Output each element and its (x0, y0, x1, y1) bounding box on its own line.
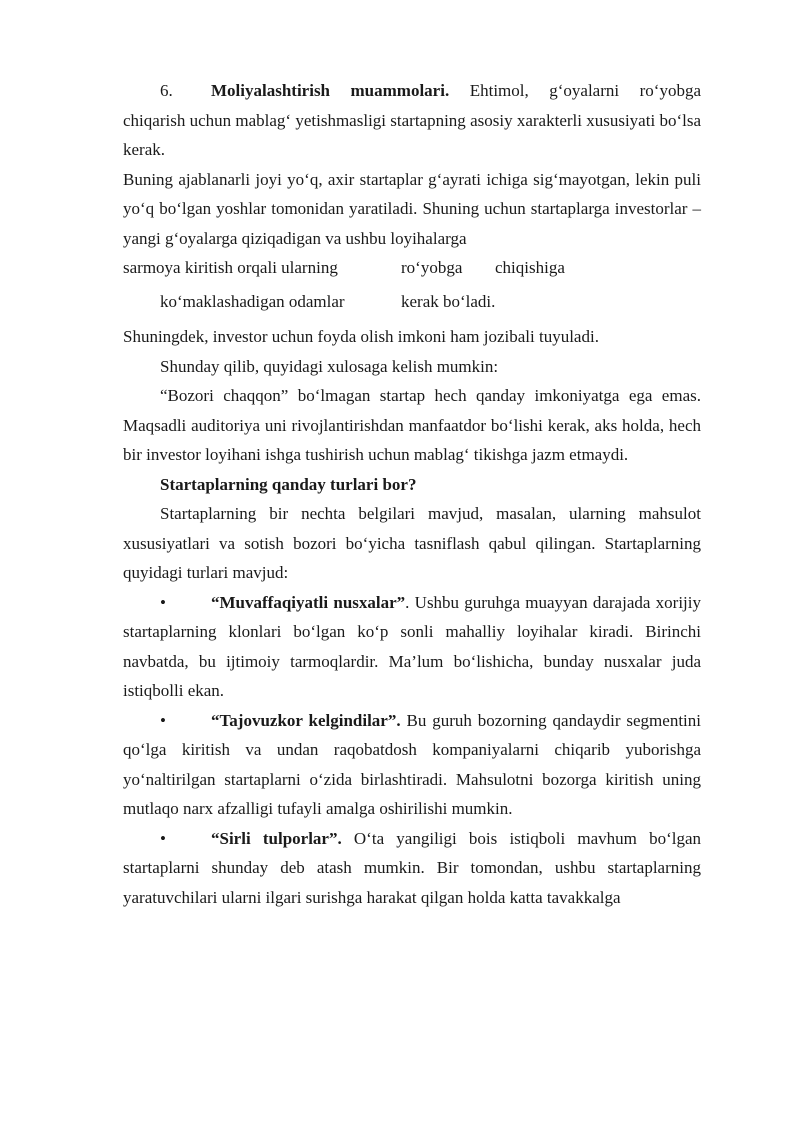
section-6-paragraph (123, 76, 701, 165)
bullet-icon: • (160, 710, 166, 730)
list-item-title: “Tajovuzkor kelgindilar”. (211, 710, 401, 730)
section-number: 6. (160, 81, 173, 100)
list-item-text: Bu guruh bozorning qandaydir segmentini qo‘lga kiritish va undan raqobatdosh kompaniyalarni chiqarib yuborishga yo‘naltirilgan startaplarni o‘zida birlashtiradi. Mahsulotni bozorga kiritish uning mutlaqo narx afzalligi tufayli amalga oshirilishi mumkin. (123, 710, 701, 818)
bullet-icon: • (160, 828, 166, 848)
list-item (123, 706, 701, 824)
table-cell-left: ko‘maklashadigan odamlar (160, 291, 345, 311)
table-row-1 (123, 253, 701, 283)
table-row-2 (123, 287, 701, 317)
table-cell-mid: kerak bo‘ladi. (401, 291, 496, 311)
table-cell-mid: ro‘yobga (401, 258, 463, 277)
heading-turlari: Startaplarning qanday turlari bor? (160, 474, 417, 494)
paragraph-turlari: Startaplarning bir nechta belgilari mavjud, masalan, ularning mahsulot xususiyatlari va sotish bozori bo‘yicha tasniflash qabul qilingan. Startaplarning quyidagi turlari mavjud: (123, 504, 701, 582)
section-text: Ehtimol, g‘oyalarni ro‘yobga chiqarish uchun mablag‘ yetishmasligi startapning asosiy xarakterli xususiyati bo‘lsa kerak. (123, 81, 701, 159)
paragraph-bozori: “Bozori chaqqon” bo‘lmagan startap hech qanday imkoniyatga ega emas. Maqsadli auditoriya uni rivojlantirishdan manfaatdor bo‘lishi kerak, aks holda, hech bir investor loyihani ishga tushirish uchun mablag‘ tikishga jazm etmaydi. (123, 386, 701, 464)
table-cell-right: chiqishiga (495, 258, 565, 277)
list-item-title: “Sirli tulporlar”. (211, 828, 342, 848)
list-item-title: “Muvaffaqiyatli nusxalar” (211, 592, 406, 612)
paragraph-buning: Buning ajablanarli joyi yo‘q, axir startaplar g‘ayrati ichiga sig‘mayotgan, lekin puli yo‘q bo‘lgan yoshlar tomonidan yaratiladi. Shuning uchun startaplarga investorlar – yangi g‘oyalarga qiziqadigan va ushbu loyihalarga (123, 169, 701, 248)
list-item (123, 824, 701, 913)
list-item-text: . Ushbu guruhga muayyan darajada xorijiy startaplarning klonlari bo‘lgan ko‘p sonli mahalliy loyihalar kiradi. Birinchi navbatda, bu ijtimoiy tarmoqlardir. Ma’lum bo‘lishicha, bunday nusxalar juda istiqbolli ekan. (123, 592, 701, 700)
table-cell-left: sarmoya kiritish orqali ularning (123, 258, 338, 277)
list-item-text: O‘ta yangiligi bois istiqboli mavhum bo‘lgan startaplarni shunday deb atash mumkin. Bir tomondan, ushbu startaplarning yaratuvchilari ularni ilgari surishga harakat qilgan holda katta tavakkalga (123, 828, 701, 907)
paragraph-shuningdek: Shuningdek, investor uchun foyda olish imkoni ham jozibali tuyuladi. (123, 327, 599, 346)
bullet-icon: • (160, 592, 166, 612)
document-page (123, 76, 701, 912)
heading-paragraph (123, 470, 701, 500)
list-item (123, 588, 701, 706)
paragraph-shunday: Shunday qilib, quyidagi xulosaga kelish mumkin: (160, 356, 499, 376)
section-heading: Moliyalashtirish muammolari. (211, 81, 450, 100)
